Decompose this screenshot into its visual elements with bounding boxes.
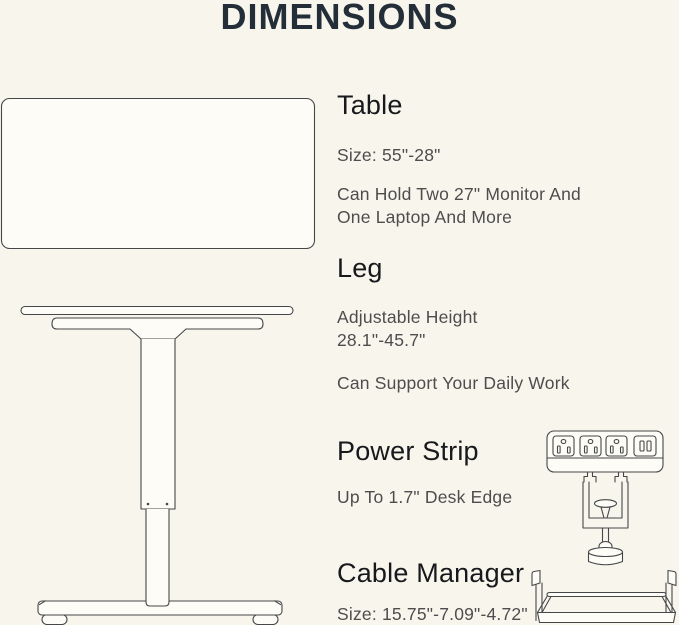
power-outlet — [580, 436, 601, 456]
power-strip-heading: Power Strip — [337, 436, 479, 466]
desk-side-view-illustration — [0, 300, 330, 625]
desk-top-view-illustration — [0, 95, 330, 257]
leg-foot — [253, 615, 278, 625]
table-note-line1: Can Hold Two 27" Monitor And — [337, 184, 581, 204]
cable-manager-size-text: Size: 15.75"-7.09"-4.72" — [337, 604, 528, 624]
tabletop-top-view — [2, 99, 315, 249]
leg-mounting-bracket — [52, 318, 263, 339]
clamp-screw — [589, 500, 623, 565]
power-strip-note: Up To 1.7" Desk Edge — [337, 487, 513, 507]
clamp-pad — [595, 500, 617, 508]
screw-dot — [166, 503, 169, 506]
table-size-text: Size: 55"-28" — [337, 145, 441, 165]
leg-height-line2: 28.1"-45.7" — [337, 330, 426, 350]
page-title: DIMENSIONS — [220, 0, 459, 37]
screw-dot — [147, 503, 150, 506]
power-outlet — [606, 436, 627, 456]
table-heading: Table — [337, 90, 403, 120]
leg-upper-column — [141, 339, 175, 509]
leg-lower-column — [146, 509, 169, 606]
power-outlet — [553, 436, 574, 456]
cable-manager-illustration — [526, 566, 679, 625]
leg-foot — [42, 615, 67, 625]
table-note-line2: One Laptop And More — [337, 207, 513, 227]
leg-height-line1: Adjustable Height — [337, 307, 478, 327]
clamp-tab — [584, 472, 596, 482]
cable-tray — [538, 593, 676, 623]
charging-ports — [634, 436, 656, 456]
leg-heading: Leg — [337, 253, 383, 283]
cable-manager-heading: Cable Manager — [337, 558, 525, 588]
tabletop-side-view — [21, 307, 293, 315]
power-strip-illustration — [540, 425, 679, 573]
leg-note: Can Support Your Daily Work — [337, 373, 570, 393]
clamp-tab — [615, 472, 627, 482]
